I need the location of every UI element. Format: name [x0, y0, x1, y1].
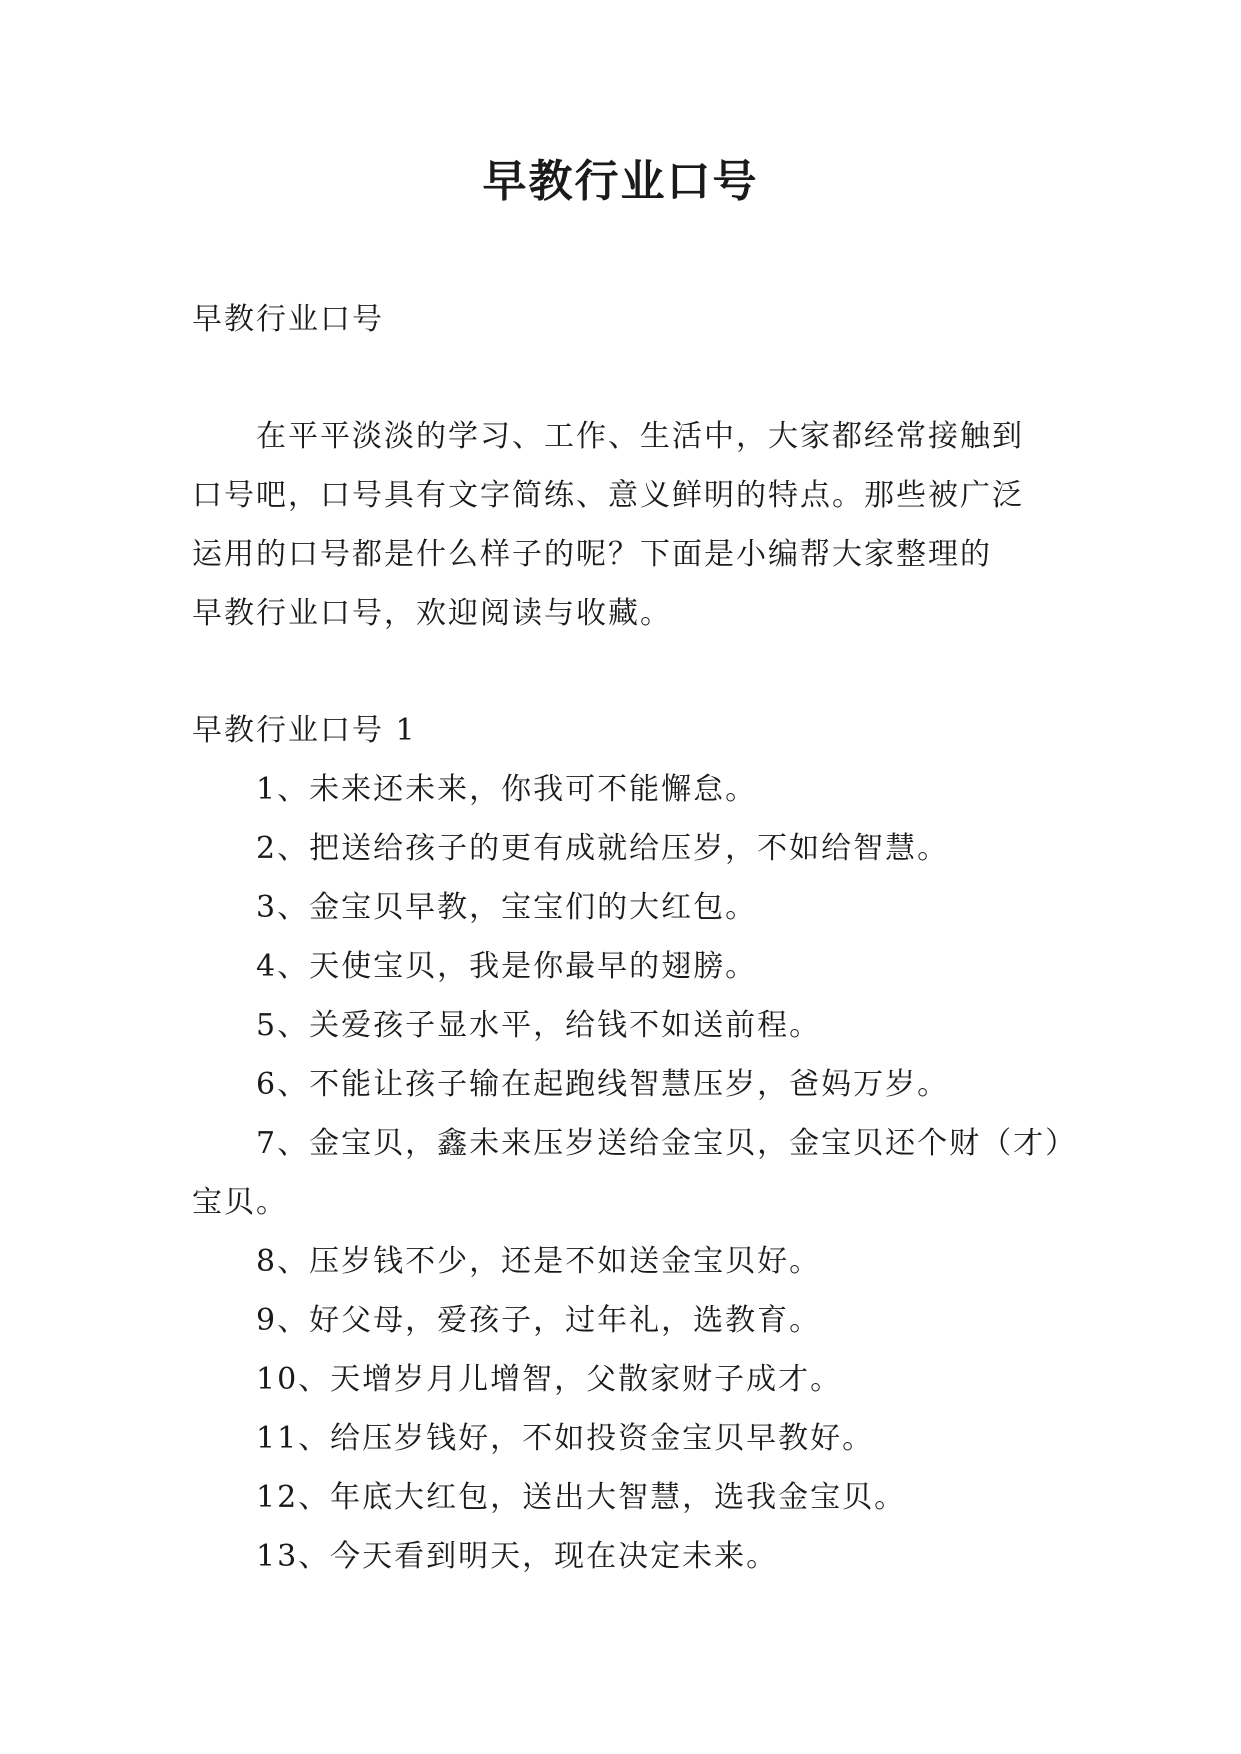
slogan-item: 2、把送给孩子的更有成就给压岁，不如给智慧。 [256, 831, 950, 866]
slogan-item: 5、关爱孩子显水平，给钱不如送前程。 [256, 1008, 822, 1043]
section-heading: 早教行业口号 1 [192, 713, 417, 748]
slogan-item: 1、未来还未来，你我可不能懈怠。 [256, 772, 758, 807]
slogan-item: 7、金宝贝，鑫未来压岁送给金宝贝，金宝贝还个财（才） [256, 1126, 1078, 1161]
slogan-item-continuation: 宝贝。 [192, 1185, 288, 1220]
slogan-item: 4、天使宝贝，我是你最早的翅膀。 [256, 949, 758, 984]
document-title: 早教行业口号 [482, 156, 759, 207]
document-subtitle: 早教行业口号 [192, 302, 384, 337]
slogan-item: 6、不能让孩子输在起跑线智慧压岁，爸妈万岁。 [256, 1067, 950, 1102]
slogan-item: 13、今天看到明天，现在决定未来。 [256, 1539, 779, 1574]
intro-line: 口号吧，口号具有文字简练、意义鲜明的特点。那些被广泛 [192, 478, 1024, 513]
slogan-item: 8、压岁钱不少，还是不如送金宝贝好。 [256, 1244, 822, 1279]
intro-line: 运用的口号都是什么样子的呢？下面是小编帮大家整理的 [192, 537, 992, 572]
slogan-item: 9、好父母，爱孩子，过年礼，选教育。 [256, 1303, 822, 1338]
intro-line: 早教行业口号，欢迎阅读与收藏。 [192, 596, 672, 631]
slogan-item: 12、年底大红包，送出大智慧，选我金宝贝。 [256, 1480, 907, 1515]
intro-paragraph [192, 407, 1062, 643]
document-body [192, 290, 1078, 1586]
slogan-item: 10、天增岁月儿增智，父散家财子成才。 [256, 1362, 843, 1397]
slogan-item: 3、金宝贝早教，宝宝们的大红包。 [256, 890, 758, 925]
slogan-item: 11、给压岁钱好，不如投资金宝贝早教好。 [256, 1421, 875, 1456]
intro-line: 在平平淡淡的学习、工作、生活中，大家都经常接触到 [256, 419, 1024, 454]
